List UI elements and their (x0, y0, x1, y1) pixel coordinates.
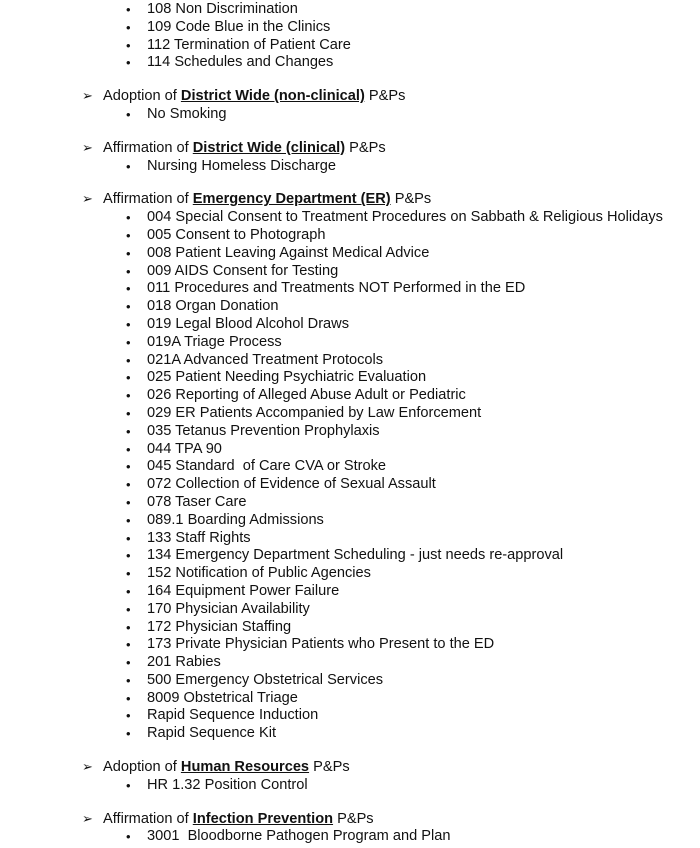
bullet-icon: • (126, 530, 131, 546)
list-item (0, 476, 700, 494)
list-item-text: 170 Physician Availability (147, 600, 310, 617)
bullet-icon: • (126, 245, 131, 261)
list-item-text: 134 Emergency Department Scheduling - just needs re-approval (147, 547, 564, 564)
list-item (0, 423, 700, 441)
list-item-text: 035 Tetanus Prevention Prophylaxis (147, 422, 380, 439)
list-item (0, 245, 700, 263)
section-heading (0, 88, 700, 106)
list-item-text: 045 Standard of Care CVA or Stroke (147, 458, 387, 475)
list-item (0, 583, 700, 601)
list-item (0, 316, 700, 334)
list-item (0, 19, 700, 37)
section-district-wide-clinical (0, 140, 700, 176)
bullet-icon: • (126, 281, 131, 297)
list-item-text: 004 Special Consent to Treatment Procedures on Sabbath & Religious Holidays (147, 209, 663, 226)
list-item-text: 044 TPA 90 (147, 440, 222, 457)
bullet-icon: • (126, 227, 131, 243)
list-item (0, 672, 700, 690)
heading-prefix: Affirmation of (103, 191, 193, 208)
bullet-icon: • (126, 405, 131, 421)
list-item-text: 8009 Obstetrical Triage (147, 689, 298, 706)
bullet-icon: • (126, 829, 131, 845)
bullet-icon: • (126, 708, 131, 724)
bullet-icon: • (126, 37, 131, 53)
list-item (0, 494, 700, 512)
list-item-text: 108 Non Discrimination (147, 1, 298, 17)
bullet-icon: • (126, 512, 131, 528)
heading-category: Infection Prevention (192, 810, 334, 827)
list-item-text: 011 Procedures and Treatments NOT Performed in the ED (147, 280, 526, 297)
list-item-text: 112 Termination of Patient Care (147, 36, 351, 53)
heading-suffix: P&Ps (364, 88, 406, 105)
list-item (0, 37, 700, 55)
policy-list (0, 777, 700, 795)
list-item (0, 263, 700, 281)
section-spacer (0, 72, 700, 88)
list-item-text: 008 Patient Leaving Against Medical Advice (147, 244, 430, 261)
list-item (0, 209, 700, 227)
list-item (0, 458, 700, 476)
list-item-text: Rapid Sequence Induction (147, 707, 319, 724)
list-item-text: 025 Patient Needing Psychiatric Evaluation (147, 369, 427, 386)
list-item-text: 029 ER Patients Accompanied by Law Enforcement (147, 404, 482, 421)
bullet-icon: • (126, 299, 131, 315)
bullet-icon: • (126, 441, 131, 457)
list-item (0, 298, 700, 316)
list-item-text: 172 Physician Staffing (147, 618, 292, 635)
list-item (0, 334, 700, 352)
list-item-text: 201 Rabies (147, 654, 221, 671)
arrow-bullet-icon: ➢ (82, 89, 93, 105)
heading-category: Emergency Department (ER) (192, 191, 391, 208)
list-item (0, 369, 700, 387)
list-item-text: 500 Emergency Obstetrical Services (147, 671, 384, 688)
list-item (0, 636, 700, 654)
list-item (0, 106, 700, 124)
list-item (0, 1, 700, 19)
list-item (0, 441, 700, 459)
list-item-text: 026 Reporting of Alleged Abuse Adult or Pediatric (147, 387, 466, 404)
section-human-resources (0, 759, 700, 795)
list-item-text: 019 Legal Blood Alcohol Draws (147, 315, 350, 332)
policy-list (0, 828, 700, 846)
heading-suffix: P&Ps (333, 810, 374, 827)
bullet-icon: • (126, 334, 131, 350)
list-item (0, 54, 700, 72)
list-item-text: 072 Collection of Evidence of Sexual Assault (147, 476, 436, 493)
list-item (0, 690, 700, 708)
heading-suffix: P&Ps (390, 191, 432, 208)
bullet-icon: • (126, 423, 131, 439)
list-item (0, 227, 700, 245)
list-item (0, 547, 700, 565)
policy-document (0, 1, 700, 846)
list-item-text: 152 Notification of Public Agencies (147, 565, 371, 582)
bullet-icon: • (126, 777, 131, 793)
section-district-wide-non-clinical (0, 88, 700, 124)
arrow-bullet-icon: ➢ (82, 760, 93, 776)
list-item (0, 280, 700, 298)
heading-category: District Wide (clinical) (192, 139, 346, 156)
list-item-text: HR 1.32 Position Control (147, 776, 308, 793)
list-item-text: 133 Staff Rights (147, 529, 251, 546)
bullet-icon: • (126, 601, 131, 617)
list-item-text: 109 Code Blue in the Clinics (147, 18, 331, 35)
list-item (0, 530, 700, 548)
bullet-icon: • (126, 106, 131, 122)
bullet-icon: • (126, 2, 131, 17)
bullet-icon: • (126, 19, 131, 35)
list-item (0, 352, 700, 370)
bullet-icon: • (126, 566, 131, 582)
list-item-text: 021A Advanced Treatment Protocols (147, 351, 384, 368)
bullet-icon: • (126, 690, 131, 706)
arrow-bullet-icon: ➢ (82, 140, 93, 156)
list-item-text: 3001 Bloodborne Pathogen Program and Plan (147, 828, 451, 845)
list-item-text: 019A Triage Process (147, 333, 282, 350)
bullet-icon: • (126, 316, 131, 332)
list-item (0, 512, 700, 530)
list-item-text: Nursing Homeless Discharge (147, 157, 336, 174)
list-item (0, 654, 700, 672)
bullet-icon: • (126, 370, 131, 386)
policy-list (0, 106, 700, 124)
bullet-icon: • (126, 583, 131, 599)
list-item-text: No Smoking (147, 105, 227, 122)
section-spacer (0, 743, 700, 759)
policy-list (0, 1, 700, 72)
heading-suffix: P&Ps (309, 759, 350, 776)
policy-list (0, 158, 700, 176)
heading-category: Human Resources (180, 759, 310, 776)
heading-suffix: P&Ps (345, 139, 386, 156)
list-item (0, 158, 700, 176)
bullet-icon: • (126, 548, 131, 564)
list-item-text: 089.1 Boarding Admissions (147, 511, 324, 528)
section-emergency-department (0, 191, 700, 743)
arrow-bullet-icon: ➢ (82, 192, 93, 208)
section-spacer (0, 124, 700, 140)
section-heading (0, 140, 700, 158)
heading-prefix: Affirmation of (103, 139, 193, 156)
list-item-text: 173 Private Physician Patients who Present to the ED (147, 636, 495, 653)
list-item-text: 018 Organ Donation (147, 298, 279, 315)
heading-prefix: Adoption of (103, 759, 181, 776)
list-item (0, 725, 700, 743)
section-continued (0, 1, 700, 72)
heading-category: District Wide (non-clinical) (180, 88, 365, 105)
bullet-icon: • (126, 726, 131, 742)
list-item (0, 707, 700, 725)
bullet-icon: • (126, 672, 131, 688)
list-item (0, 828, 700, 846)
list-item (0, 405, 700, 423)
list-item (0, 565, 700, 583)
heading-prefix: Affirmation of (103, 810, 193, 827)
section-heading (0, 191, 700, 209)
bullet-icon: • (126, 619, 131, 635)
section-spacer (0, 795, 700, 811)
bullet-icon: • (126, 210, 131, 226)
arrow-bullet-icon: ➢ (82, 811, 93, 827)
policy-list (0, 209, 700, 743)
heading-prefix: Adoption of (103, 88, 181, 105)
bullet-icon: • (126, 388, 131, 404)
bullet-icon: • (126, 55, 131, 71)
list-item-text: 114 Schedules and Changes (147, 54, 334, 71)
bullet-icon: • (126, 158, 131, 174)
list-item (0, 601, 700, 619)
list-item (0, 387, 700, 405)
list-item-text: 009 AIDS Consent for Testing (147, 262, 339, 279)
list-item-text: 078 Taser Care (147, 493, 247, 510)
list-item (0, 619, 700, 637)
list-item-text: 005 Consent to Photograph (147, 226, 326, 243)
bullet-icon: • (126, 494, 131, 510)
bullet-icon: • (126, 655, 131, 671)
section-infection-prevention (0, 811, 700, 847)
list-item-text: Rapid Sequence Kit (147, 725, 276, 742)
section-heading (0, 811, 700, 829)
section-heading (0, 759, 700, 777)
bullet-icon: • (126, 459, 131, 475)
bullet-icon: • (126, 352, 131, 368)
bullet-icon: • (126, 263, 131, 279)
bullet-icon: • (126, 637, 131, 653)
list-item-text: 164 Equipment Power Failure (147, 582, 340, 599)
bullet-icon: • (126, 477, 131, 493)
section-spacer (0, 175, 700, 191)
list-item (0, 777, 700, 795)
